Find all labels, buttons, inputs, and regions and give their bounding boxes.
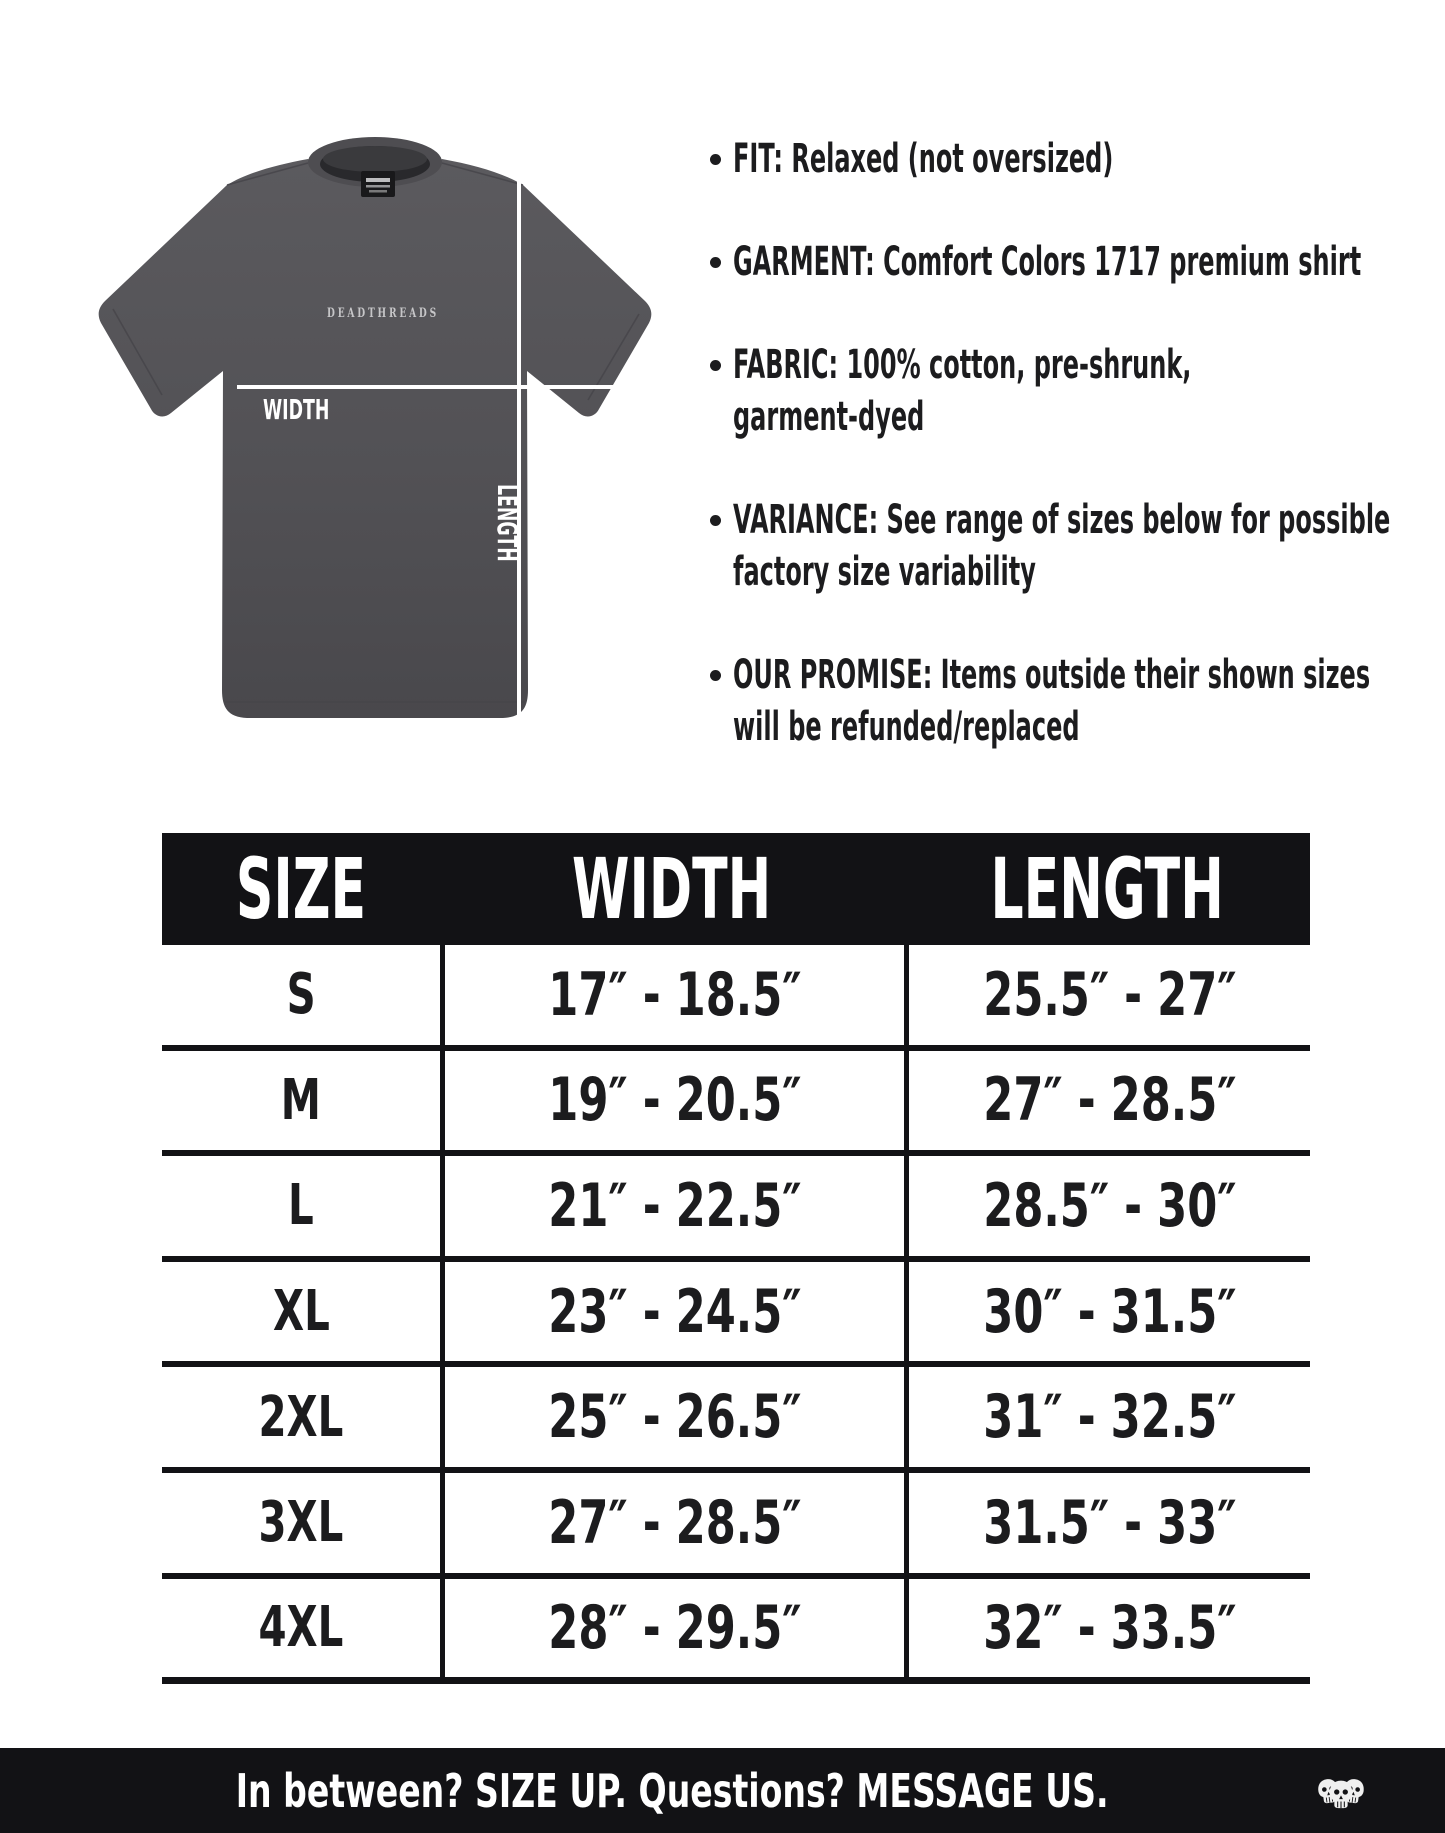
- cell-width: 23″ - 24.5″: [547, 1276, 802, 1347]
- table-row-3xl: [162, 1473, 1310, 1579]
- spec-bullet-list: [733, 133, 1413, 804]
- cell-length: 27″ - 28.5″: [982, 1065, 1237, 1136]
- bullet-dot: [710, 515, 721, 526]
- bullet-dot: [710, 154, 721, 165]
- length-measure-label: LENGTH: [490, 484, 524, 562]
- table-row-m: [162, 1051, 1310, 1157]
- cell-length: 32″ - 33.5″: [982, 1592, 1237, 1663]
- cell-length: 30″ - 31.5″: [982, 1276, 1237, 1347]
- table-row-2xl: [162, 1367, 1310, 1473]
- bullet-variance: [733, 494, 1413, 598]
- size-table-header: [162, 833, 1310, 945]
- cell-size: XL: [272, 1279, 330, 1345]
- bullet-fit: [733, 133, 1413, 185]
- cell-size: 4XL: [258, 1595, 344, 1661]
- bullet-garment-text: GARMENT: Comfort Colors 1717 premium shirt: [733, 239, 1362, 285]
- bullet-fabric-line2: garment-dyed: [733, 394, 925, 440]
- size-table-body: [162, 945, 1310, 1684]
- bullet-promise: [733, 649, 1413, 753]
- cell-size: S: [286, 962, 316, 1028]
- table-row-s: [162, 945, 1310, 1051]
- bullet-promise-line1: OUR PROMISE: Items outside their shown sizes: [733, 652, 1371, 698]
- tshirt-image: [65, 105, 675, 755]
- bullet-variance-line2: factory size variability: [733, 549, 1036, 595]
- shirt-diagram: [65, 105, 675, 755]
- header-size: SIZE: [235, 840, 367, 938]
- skulls-icon: [1311, 1763, 1371, 1821]
- header-width: WIDTH: [572, 840, 772, 938]
- cell-width: 19″ - 20.5″: [547, 1065, 802, 1136]
- tshirt-body: [99, 159, 652, 718]
- neck-tag: [361, 171, 395, 197]
- table-row-xl: [162, 1262, 1310, 1368]
- bullet-garment: [733, 236, 1413, 288]
- bullet-fit-text: FIT: Relaxed (not oversized): [733, 136, 1114, 182]
- cell-size: L: [288, 1173, 314, 1239]
- cell-width: 17″ - 18.5″: [547, 959, 802, 1030]
- cell-size: M: [280, 1067, 322, 1133]
- cell-length: 25.5″ - 27″: [982, 959, 1237, 1030]
- cell-length: 31.5″ - 33″: [982, 1487, 1237, 1558]
- bullet-dot: [710, 670, 721, 681]
- size-table: [162, 833, 1310, 1684]
- bullet-fabric: [733, 339, 1413, 443]
- table-row-l: [162, 1156, 1310, 1262]
- brand-print: DEADTHREADS: [327, 306, 439, 321]
- cell-length: 28.5″ - 30″: [982, 1170, 1237, 1241]
- cell-width: 28″ - 29.5″: [547, 1592, 802, 1663]
- bullet-dot: [710, 360, 721, 371]
- width-measure-label: WIDTH: [263, 393, 330, 427]
- cell-width: 25″ - 26.5″: [547, 1382, 802, 1453]
- footer-bar: [0, 1748, 1445, 1833]
- bullet-variance-line1: VARIANCE: See range of sizes below for possible: [733, 497, 1391, 543]
- table-row-4xl: [162, 1579, 1310, 1685]
- cell-size: 2XL: [258, 1384, 344, 1450]
- cell-width: 27″ - 28.5″: [547, 1487, 802, 1558]
- footer-message: In between? SIZE UP. Questions? MESSAGE US.: [236, 1763, 1109, 1818]
- header-length: LENGTH: [990, 840, 1224, 938]
- bullet-promise-line2: will be refunded/replaced: [733, 704, 1080, 750]
- bullet-fabric-line1: FABRIC: 100% cotton, pre-shrunk,: [733, 342, 1192, 388]
- bullet-dot: [710, 257, 721, 268]
- cell-size: 3XL: [258, 1490, 344, 1556]
- cell-length: 31″ - 32.5″: [982, 1382, 1237, 1453]
- cell-width: 21″ - 22.5″: [547, 1170, 802, 1241]
